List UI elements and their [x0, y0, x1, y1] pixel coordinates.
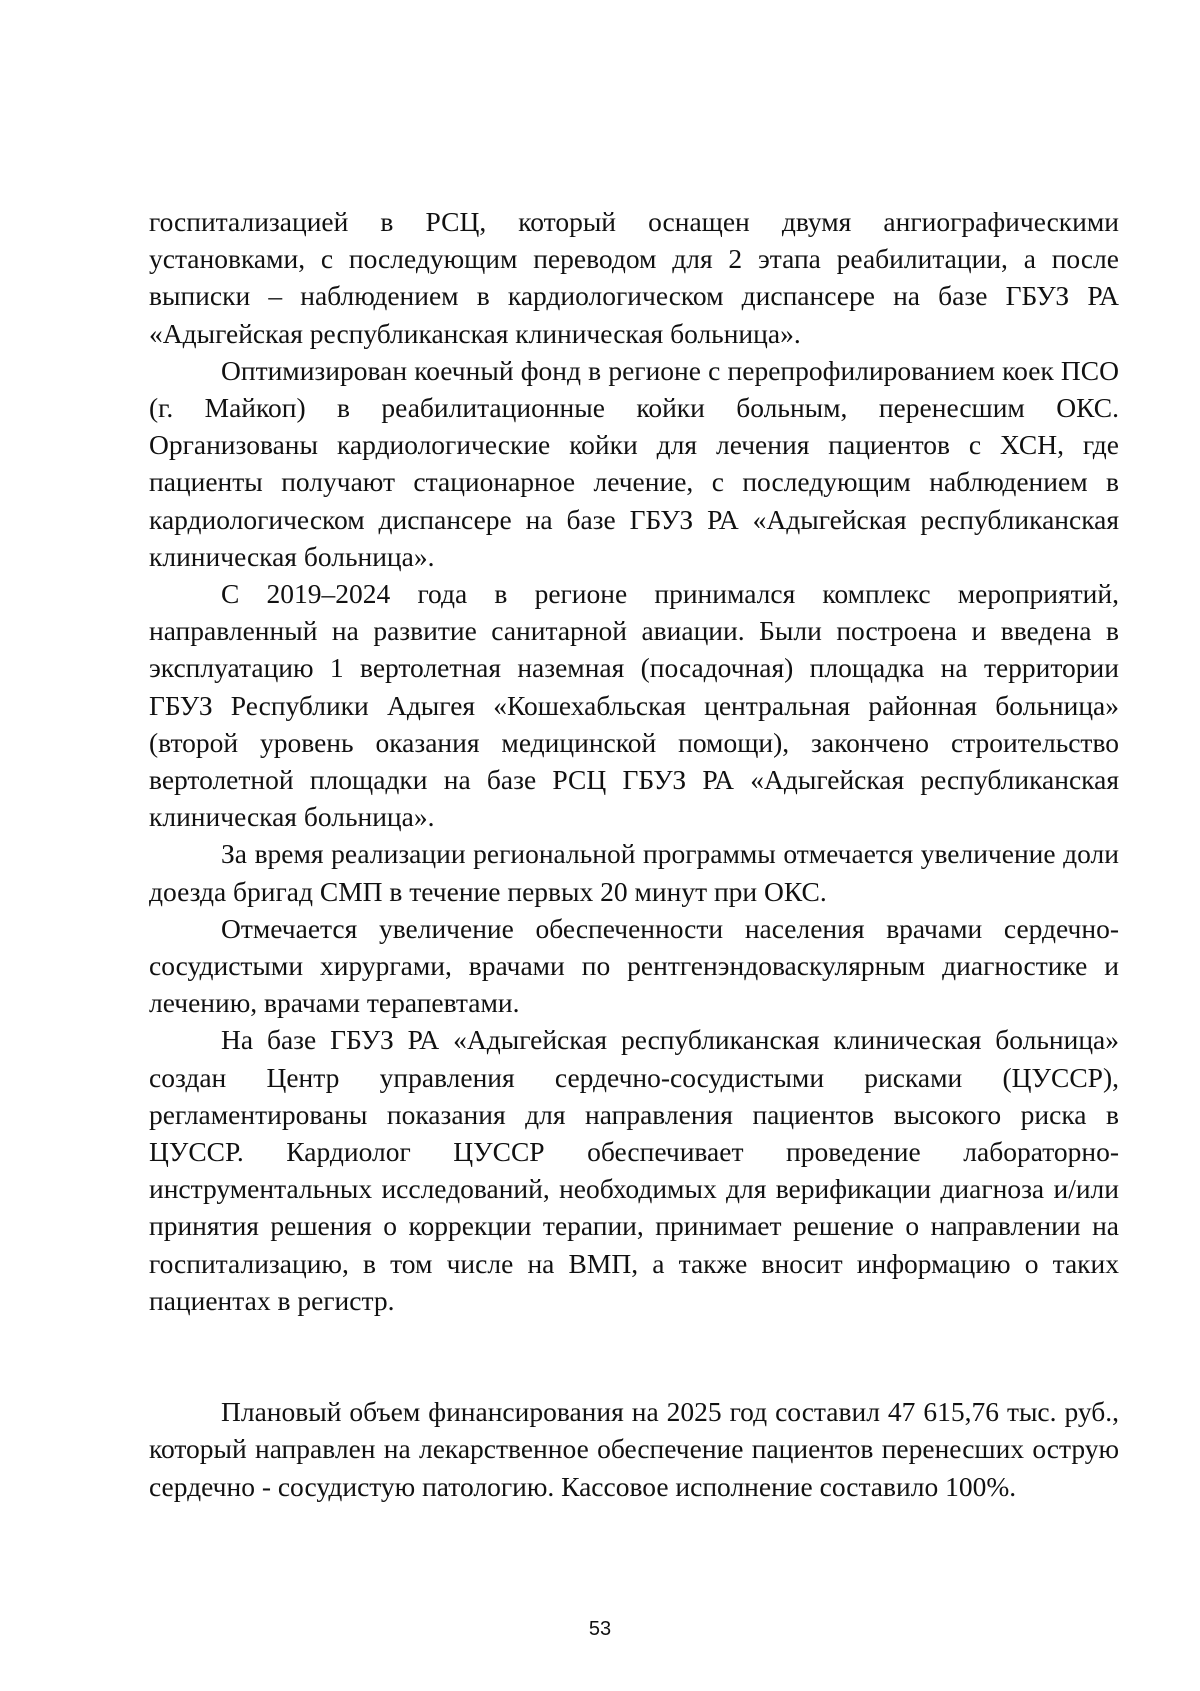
paragraph-staffing: Отмечается увеличение обеспеченности населения врачами сердечно-сосудистыми хирургами, врачами по рентгенэндоваскулярным диагностике и лечению, врачами терапевтами. — [149, 912, 1119, 1019]
body-text — [149, 203, 1119, 1505]
paragraph-risk-center: На базе ГБУЗ РА «Адыгейская республиканская клиническая больница» создан Центр управления сердечно-сосудистыми рисками (ЦУССР), регламентированы показания для направления пациентов высокого риска в ЦУССР. Кардиолог ЦУССР обеспечивает проведение лабораторно-инструментальных исследований, необходимых для верификации диагноза и/или принятия решения о коррекции терапии, принимает решение о направлении на госпитализацию, в том числе на ВМП, а также вносит информацию о таких пациентах в регистр. — [149, 1024, 1119, 1316]
paragraph-financing: Плановый объем финансирования на 2025 год составил 47 615,76 тыс. руб., который направлен на лекарственное обеспечение пациентов перенесших острую сердечно - сосудистую патологию. Кассовое исполнение составило 100%. — [149, 1396, 1119, 1502]
paragraph-hospitalization-continued: госпитализацией в РСЦ, который оснащен двумя ангиографическими установками, с последующим переводом для 2 этапа реабилитации, а после выписки – наблюдением в кардиологическом диспансере на базе ГБУЗ РА «Адыгейская республиканская клиническая больница». — [149, 206, 1119, 349]
paragraph-spacer — [149, 1319, 1119, 1393]
paragraph-bed-fund: Оптимизирован коечный фонд в регионе с перепрофилированием коек ПСО (г. Майкоп) в реабилитационные койки больным, перенесшим ОКС. Организованы кардиологические койки для лечения пациентов с ХСН, где пациенты получают стационарное лечение, с последующим наблюдением в кардиологическом диспансере на базе ГБУЗ РА «Адыгейская республиканская клиническая больница». — [149, 354, 1119, 572]
paragraph-ambulance-arrival: За время реализации региональной программы отмечается увеличение доли доезда бригад СМП в течение первых 20 минут при ОКС. — [149, 838, 1119, 907]
page-number: 53 — [588, 1618, 612, 1640]
paragraph-sanitary-aviation: С 2019–2024 года в регионе принимался комплекс мероприятий, направленный на развитие санитарной авиации. Были построена и введена в эксплуатацию 1 вертолетная наземная (посадочная) площадка на территории ГБУЗ Республики Адыгея «Кошехабльская центральная районная больница» (второй уровень оказания медицинской помощи), закончено строительство вертолетной площадки на базе РСЦ ГБУЗ РА «Адыгейская республиканская клиническая больница». — [149, 578, 1119, 833]
